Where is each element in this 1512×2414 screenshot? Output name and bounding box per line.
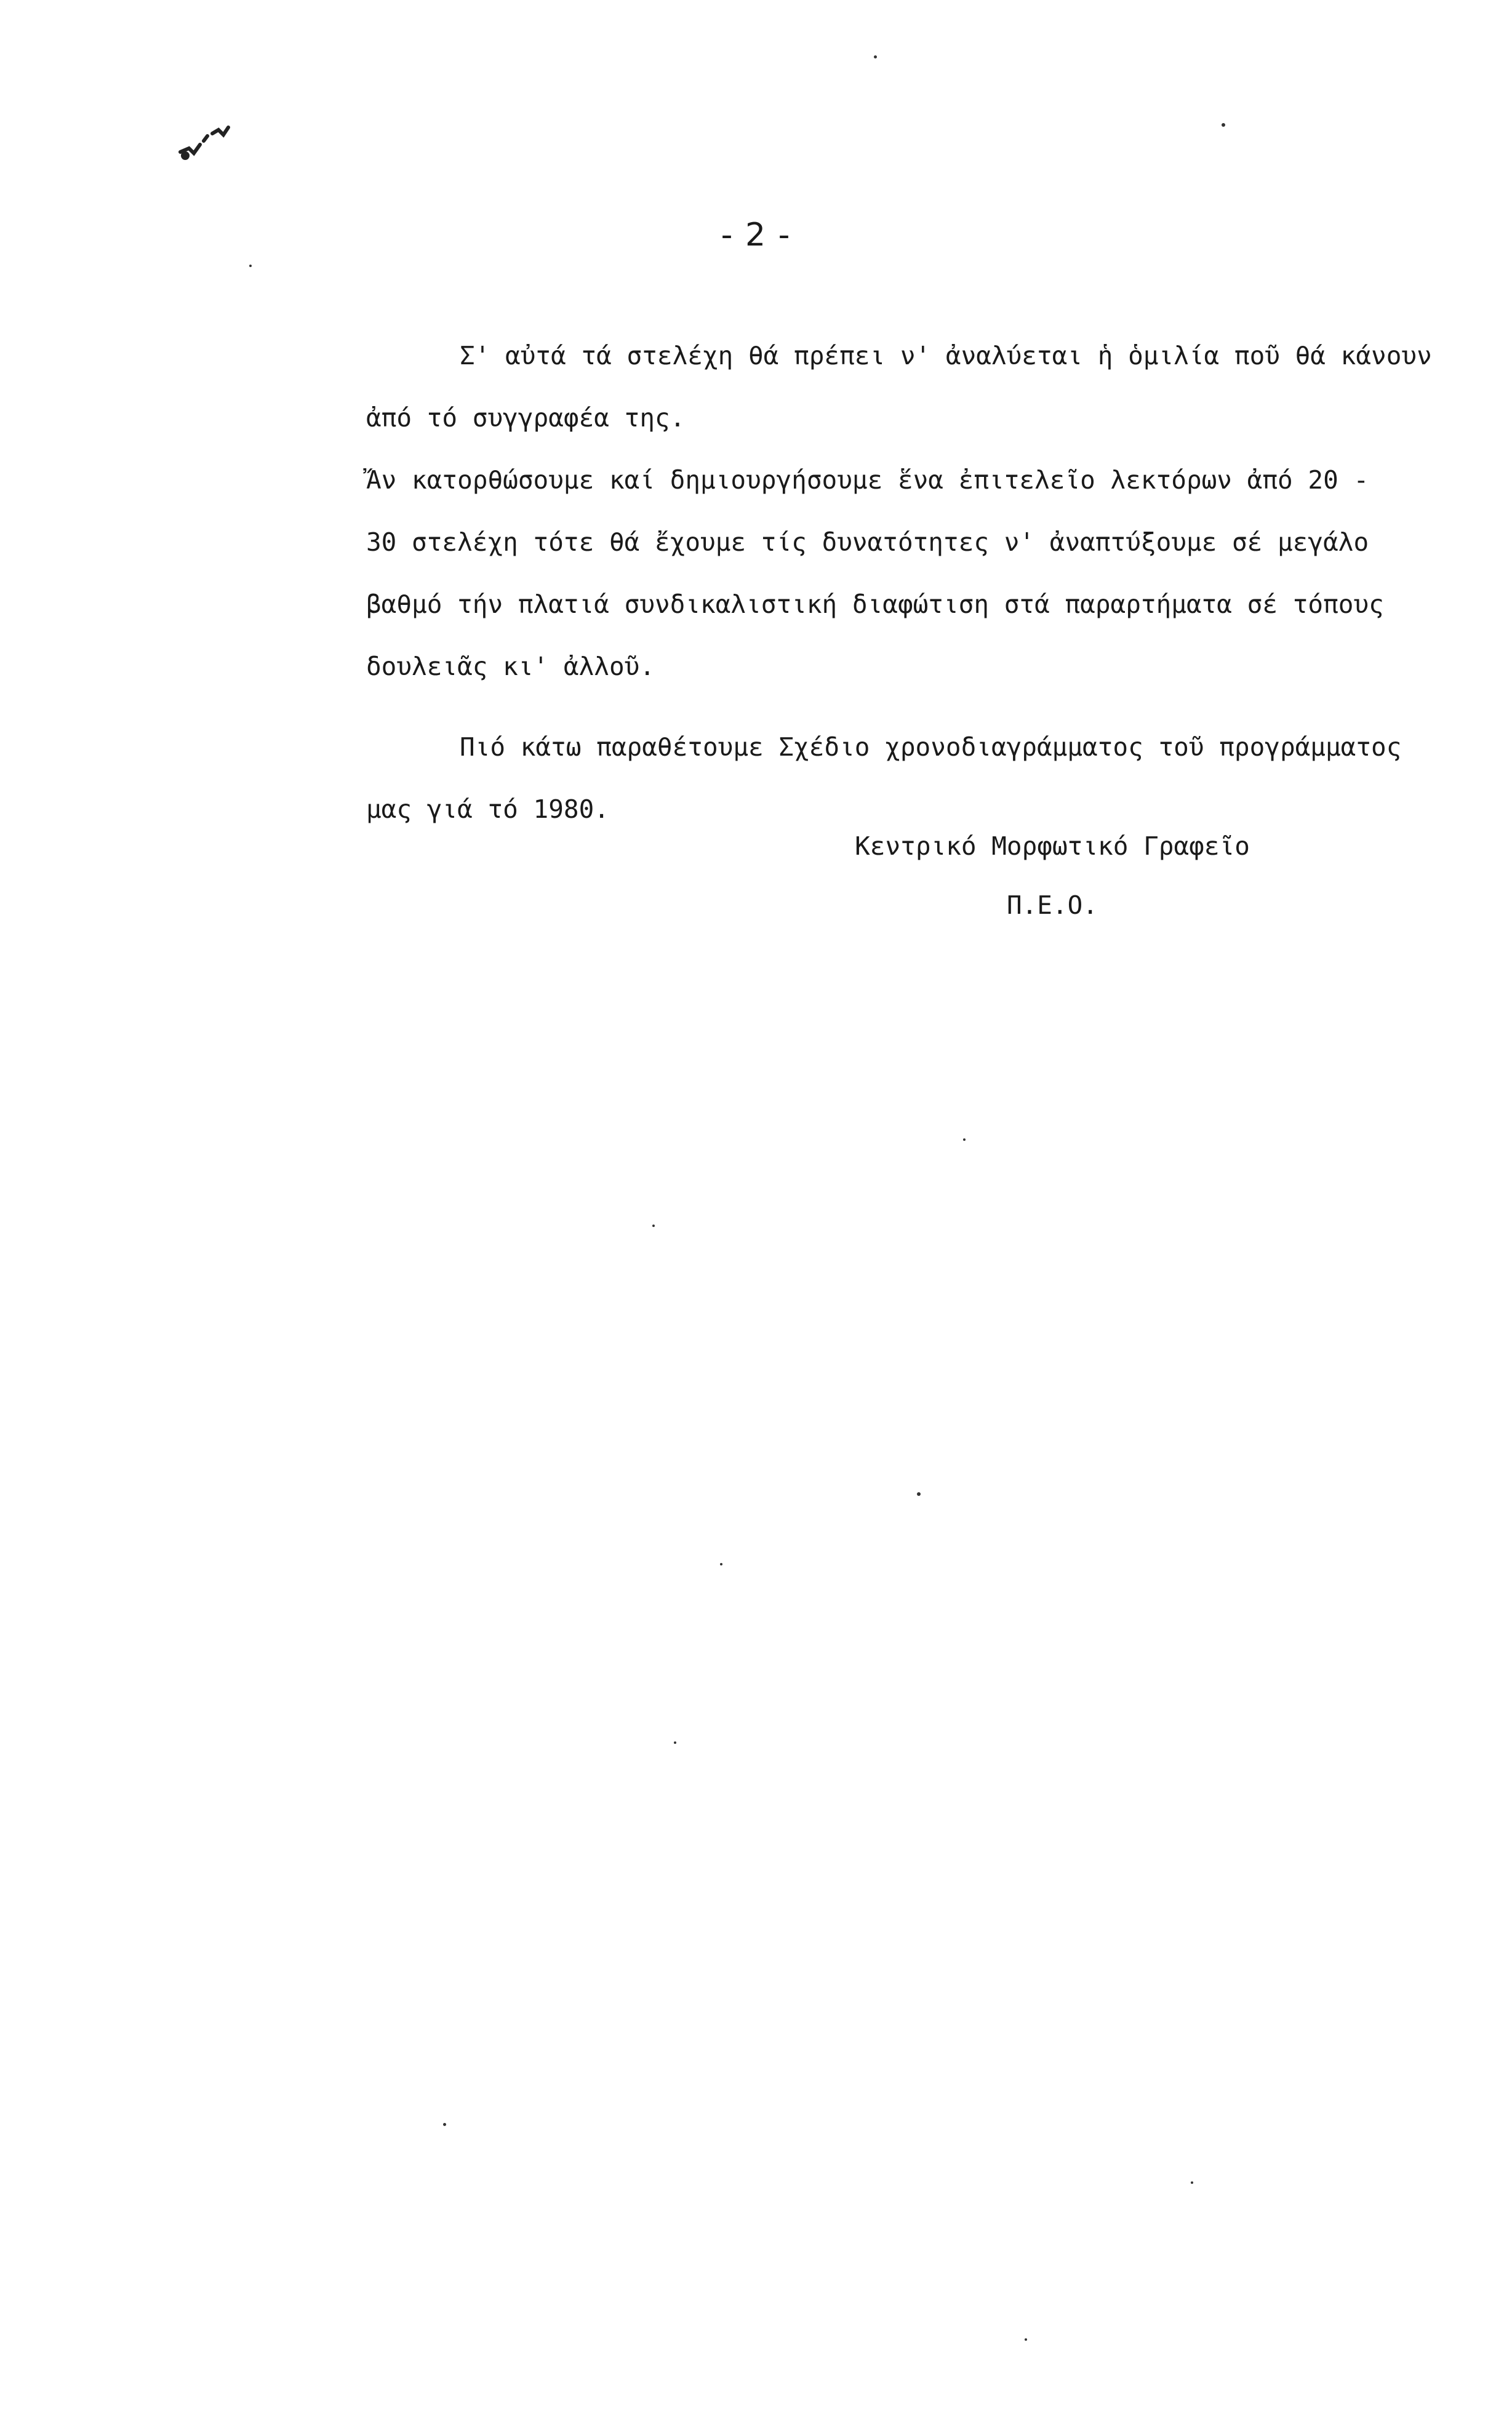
scan-speck — [720, 1563, 722, 1565]
text-line: Πιό κάτω παραθέτουμε Σχέδιο χρονοδιαγράμματος τοῦ προγράμματος — [460, 732, 1402, 762]
text-line: 30 στελέχη τότε θά ἔχουμε τίς δυνατότητες ν' ἀναπτύξουμε σέ μεγάλο — [366, 527, 1369, 557]
scan-speck — [652, 1225, 655, 1227]
scan-speck — [1025, 2338, 1027, 2341]
signature-office: Κεντρικό Μορφωτικό Γραφεῖο — [855, 831, 1250, 861]
paragraph-gap — [366, 698, 1437, 716]
paragraph — [366, 325, 1437, 449]
text-line: Ἄν κατορθώσουμε καί δημιουργήσουμε ἕνα ἐπιτελεῖο λεκτόρων ἀπό 20 - — [366, 465, 1369, 495]
body-text — [366, 325, 1437, 841]
paragraph — [366, 449, 1437, 698]
scan-speck — [1191, 2181, 1193, 2184]
scan-speck — [674, 1741, 676, 1744]
text-line: Σ' αὐτά τά στελέχη θά πρέπει ν' ἀναλύεται ἡ ὁμιλία ποῦ θά κάνουν — [460, 341, 1432, 370]
page-number: - 2 - — [721, 217, 791, 254]
scan-speck — [1222, 123, 1225, 127]
ink-mark — [175, 120, 243, 163]
signature-org: Π.Ε.Ο. — [1006, 890, 1098, 920]
scan-speck — [963, 1138, 966, 1141]
text-line: βαθμό τήν πλατιά συνδικαλιστική διαφώτιση στά παραρτήματα σέ τόπους — [366, 590, 1384, 619]
text-line: μας γιά τό 1980. — [366, 794, 609, 824]
scan-speck — [249, 265, 252, 267]
text-line: ἀπό τό συγγραφέα της. — [366, 403, 686, 433]
text-line: δουλειᾶς κι' ἀλλοῦ. — [366, 652, 655, 681]
scan-speck — [874, 55, 877, 58]
scan-speck — [917, 1492, 921, 1496]
scan-speck — [443, 2123, 446, 2126]
signature-block — [837, 817, 1268, 935]
